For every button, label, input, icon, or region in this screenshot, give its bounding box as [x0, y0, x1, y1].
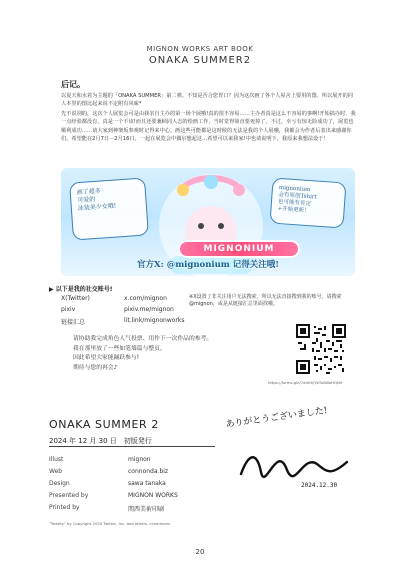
credit-value-design: sawa tanaka [128, 480, 166, 487]
social-label-litlink: 链接汇总 [61, 319, 86, 326]
survey-message-line-4: 期待与您的再会♪ [73, 365, 118, 372]
speech-bubble-right [269, 177, 346, 228]
qr-code[interactable] [296, 324, 346, 374]
mignonium-logo-text: MIGNONIUM [203, 244, 275, 254]
social-label-pixiv: pixiv [61, 306, 76, 313]
mignonium-logo [178, 240, 300, 258]
social-accounts-title: ▶ 以下是我的社交账号! [49, 286, 113, 293]
credit-value-web: connonda.biz [128, 468, 169, 475]
signature-name [235, 454, 258, 461]
credit-label-printed: Printed by [49, 504, 80, 511]
survey-message-line-2: 我在那里放了一些如笔墙篇与整页， [73, 345, 166, 352]
survey-message [73, 335, 283, 374]
qr-url[interactable]: https://forms.gle/7aUKhjYbTaAWaHQN9 [268, 380, 343, 385]
social-note: ※X设置了非关注用户无法搜索，所以无法直接搜到我的账号，请搜索@mignon，或是从链接汇总里面找哦。 [189, 294, 342, 307]
credit-label-illust: Illust [49, 456, 64, 463]
credit-label-design: Design [49, 480, 70, 487]
colophon-date: 2024 年 12 月 30 日 初版発行 [49, 437, 152, 445]
promo-banner [61, 168, 355, 276]
signature-thanks: ありがとうございました! [225, 405, 329, 431]
credit-value-illust: mignon [128, 456, 151, 463]
credit-label-presented: Presented by [49, 492, 89, 499]
social-link-pixiv[interactable]: pixiv.me/mignon [124, 306, 174, 313]
afterword-body [61, 92, 357, 143]
survey-message-line-3: 因此希望大家能踊跃参与! [73, 355, 140, 362]
book-series-line: MIGNON WORKS ART BOOK [146, 45, 254, 53]
credit-value-presented: MIGNON WORKS [128, 492, 178, 499]
afterword-title: 后记。 [61, 80, 85, 89]
social-link-x[interactable]: x.com/mignon [124, 295, 167, 302]
social-label-x: X(Twitter) [61, 295, 90, 302]
page-header-title: ONAKA SUMMER2 [148, 55, 252, 66]
afterword-paragraph-2: 先不说别的，这次个人展览会可是由我亲自主办的第一场个展哦!真的很不容易……主办者真是这么不容易的事啊!开始搞办时，我一点经验都没有，真是一个不该!而且还要兼顾同人志的绘画工作，当时觉得简直要死掉了，不过，幸亏有惊无险成功了，展览也顺利成功……请大家到神楽坂参观时记得来中心。画这些可能都是这时候的无法是我的个人展哦，我都会为作者后表出来感谢你们。希望能在2月7日－2月16日，一起在展览会中偶尔想起这…希望可以来我家!中也请说明下，我原来我想法设于！ [61, 110, 356, 143]
page-number: 20 [195, 548, 205, 556]
colophon-divider [49, 446, 215, 447]
signature-date: 2024.12.30 [301, 482, 338, 489]
survey-message-line-1: 请协助我完成角色人气投票、用作下一次作品的参考。 [73, 336, 213, 342]
author-signature [225, 405, 365, 506]
social-link-litlink[interactable]: lit.link/mignonworks [124, 317, 185, 324]
colophon-title: ONAKA SUMMER 2 [49, 418, 159, 431]
colophon-footnote: "Tweety" by Copyright 2020 Twitter, Inc. and others. ccommons [49, 521, 171, 526]
afterword-paragraph-1: 以夏天和水着为主题的「ONAKA SUMMER」第二弹。不知是否合您胃口？因为这次画了各个人屋舍上要用的图。所以展开的同人本里的图比起来说不定附有风味* [61, 93, 353, 108]
speech-bubble-right-text: mignonium 会有原创Tshirt 也可能有肯定 +开始更新！ [277, 184, 317, 215]
banner-caption: 官方X: @mignonium 记得关注哦! [137, 260, 279, 270]
credit-label-web: Web [49, 468, 63, 475]
speech-bubble-left-text: 画了超多 可爱的 泳装美少女哦! [76, 187, 117, 213]
speech-bubble-left [69, 177, 149, 240]
credit-value-printed: 関西美術印刷 [128, 506, 165, 513]
